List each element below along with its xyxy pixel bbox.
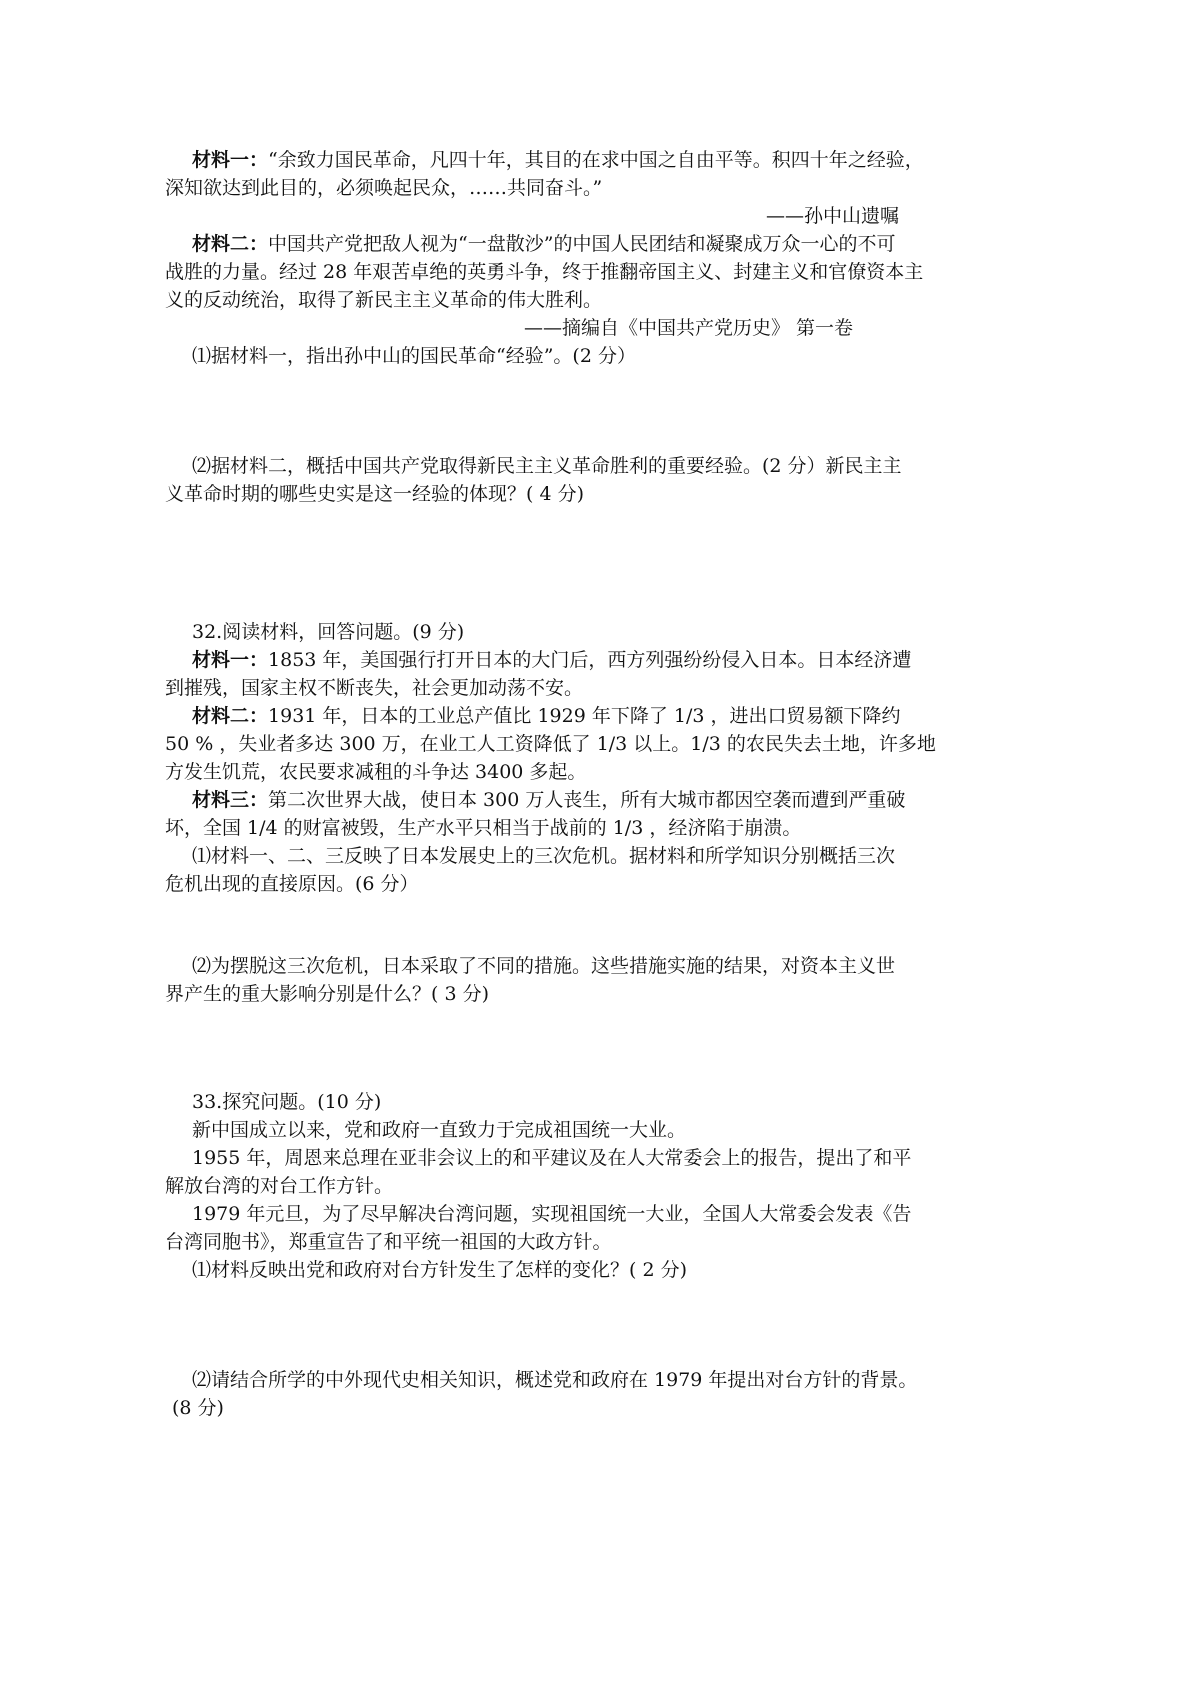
- material-label: 材料三：: [192, 789, 269, 811]
- q31-question1: ⑴据材料一，指出孙中山的国民革命“经验”。(2 分）: [192, 345, 636, 367]
- q32-material2-line1: 材料二：1931 年，日本的工业总产值比 1929 年下降了 1/3 ，进出口贸易额下降约: [192, 705, 901, 727]
- q32-material2-line2: 50 % ，失业者多达 300 万，在业工人工资降低了 1/3 以上。1/3 的农民失去土地，许多地: [165, 733, 936, 755]
- q32-question2-line1: ⑵为摆脱这三次危机，日本采取了不同的措施。这些措施实施的结果，对资本主义世: [192, 955, 896, 977]
- q32-question2-line2: 界产生的重大影响分别是什么？( 3 分): [165, 983, 489, 1005]
- q33-paragraph2-line1: 1955 年，周恩来总理在亚非会议上的和平建议及在人大常委会上的报告，提出了和平: [192, 1147, 912, 1169]
- material-label: 材料二：: [192, 233, 269, 255]
- q32-material2-line3: 方发生饥荒，农民要求减租的斗争达 3400 多起。: [165, 761, 587, 783]
- q33-paragraph3-line1: 1979 年元旦，为了尽早解决台湾问题，实现祖国统一大业，全国人大常委会发表《告: [192, 1203, 912, 1225]
- q31-material2-line1: 材料二：中国共产党把敌人视为“一盘散沙”的中国人民团结和凝聚成万众一心的不可: [192, 233, 896, 255]
- q32-question1-line2: 危机出现的直接原因。(6 分）: [165, 873, 419, 895]
- q31-material2-line3: 义的反动统治，取得了新民主主义革命的伟大胜利。: [165, 289, 603, 311]
- q32-material3-line1: 材料三：第二次世界大战，使日本 300 万人丧生，所有大城市都因空袭而遭到严重破: [192, 789, 906, 811]
- q31-question2-line2: 义革命时期的哪些史实是这一经验的体现？( 4 分): [165, 483, 584, 505]
- q32-title: 32.阅读材料，回答问题。(9 分): [192, 621, 465, 643]
- q32-question1-line1: ⑴材料一、二、三反映了日本发展史上的三次危机。据材料和所学知识分别概括三次: [192, 845, 896, 867]
- material-label: 材料一：: [192, 149, 269, 171]
- q31-material2-source: ——摘编自《中国共产党历史》 第一卷: [524, 317, 854, 339]
- q32-material1-line2: 到摧残，国家主权不断丧失，社会更加动荡不安。: [165, 677, 584, 699]
- q31-material2-line2: 战胜的力量。经过 28 年艰苦卓绝的英勇斗争，终于推翻帝国主义、封建主义和官僚资本主: [165, 261, 924, 283]
- q31-material1-source: ——孙中山遗嘱: [766, 205, 900, 227]
- q31-material1-line2: 深知欲达到此目的，必须唤起民众，……共同奋斗。”: [165, 177, 603, 199]
- material-label: 材料二：: [192, 705, 269, 727]
- q33-paragraph1: 新中国成立以来，党和政府一直致力于完成祖国统一大业。: [192, 1119, 687, 1141]
- material-label: 材料一：: [192, 649, 269, 671]
- q31-question2-line1: ⑵据材料二，概括中国共产党取得新民主主义革命胜利的重要经验。(2 分）新民主主: [192, 455, 902, 477]
- q32-material3-line2: 坏，全国 1/4 的财富被毁，生产水平只相当于战前的 1/3 ，经济陷于崩溃。: [165, 817, 802, 839]
- q33-question2-line1: ⑵请结合所学的中外现代史相关知识，概述党和政府在 1979 年提出对台方针的背景。: [192, 1369, 918, 1391]
- q31-material1-line1: 材料一：“余致力国民革命，凡四十年，其目的在求中国之自由平等。积四十年之经验，: [192, 149, 924, 171]
- q33-question2-line2: (8 分): [172, 1397, 224, 1419]
- q33-title: 33.探究问题。(10 分): [192, 1091, 382, 1113]
- q33-question1: ⑴材料反映出党和政府对台方针发生了怎样的变化？( 2 分): [192, 1259, 687, 1281]
- q33-paragraph2-line2: 解放台湾的对台工作方针。: [165, 1175, 394, 1197]
- q33-paragraph3-line2: 台湾同胞书》，郑重宣告了和平统一祖国的大政方针。: [165, 1231, 612, 1253]
- q32-material1-line1: 材料一：1853 年，美国强行打开日本的大门后，西方列强纷纷侵入日本。日本经济遭: [192, 649, 912, 671]
